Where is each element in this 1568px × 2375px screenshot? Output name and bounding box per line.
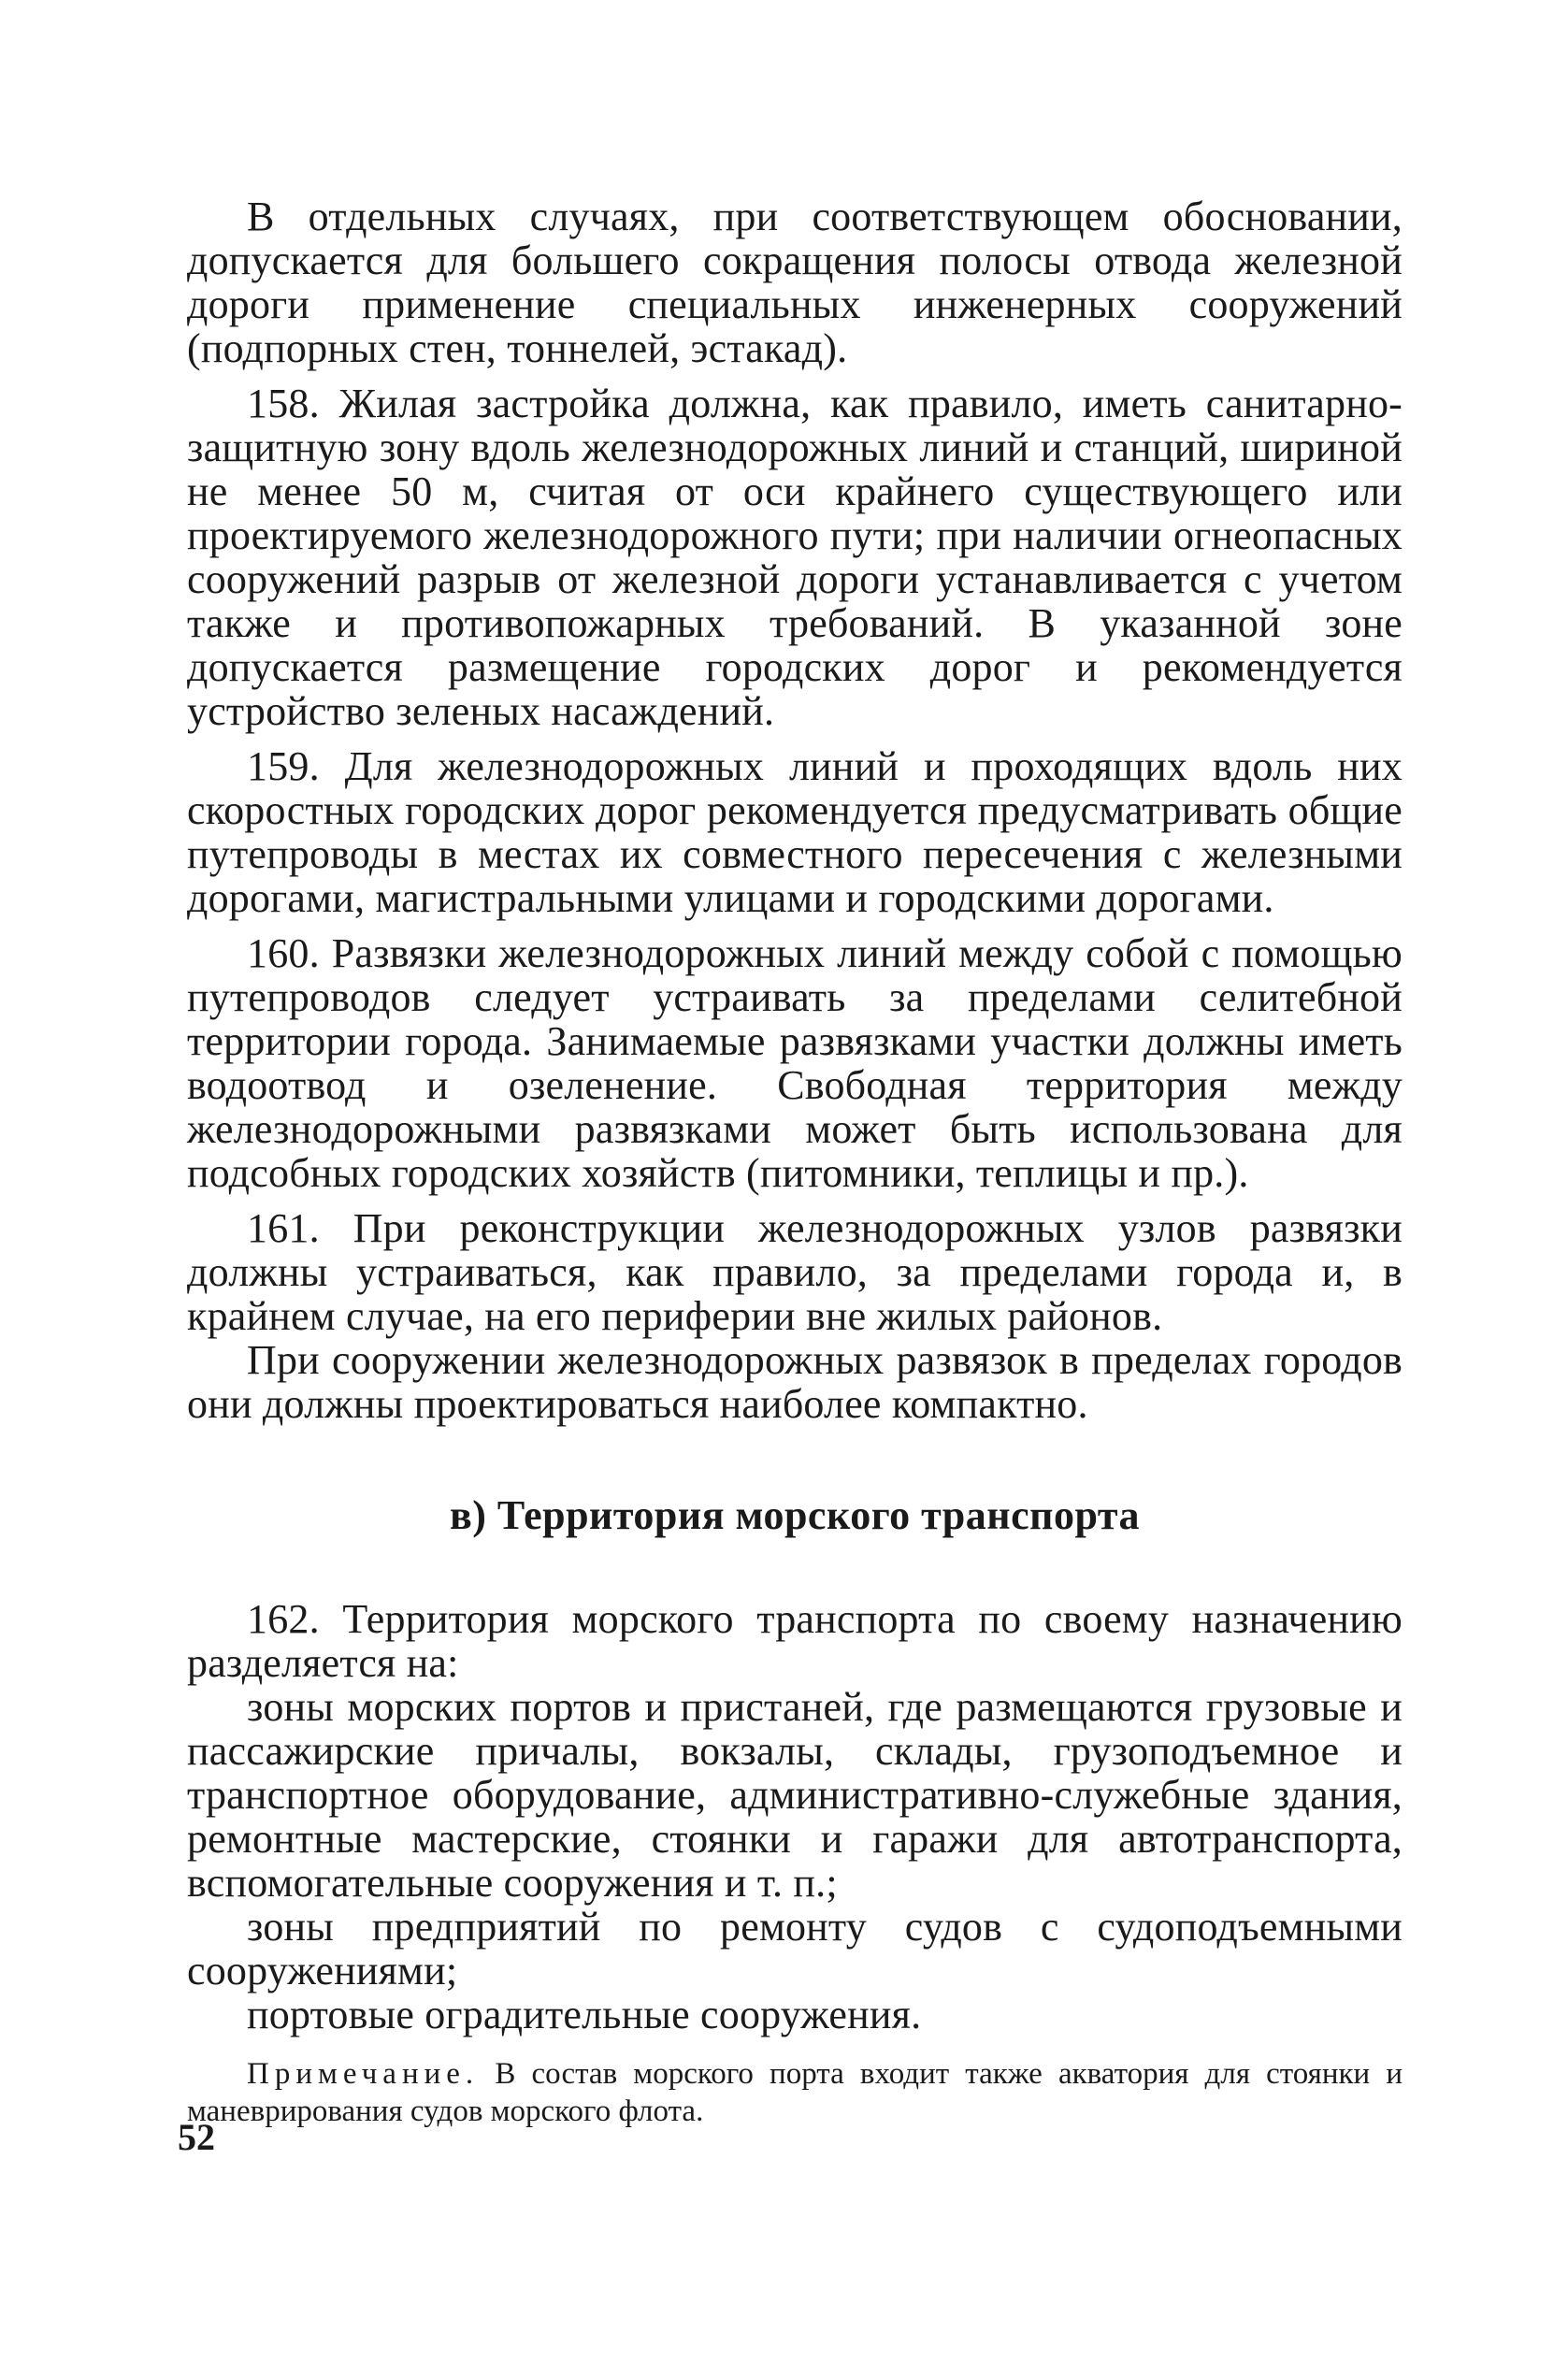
paragraph: В отдельных случаях, при соответствующем обосновании, допускается для большего сокращения полосы отвода железной дороги применение специальных инженерных сооружений (подпорных стен, тоннелей, эстакад). xyxy=(187,194,1403,371)
paragraph-162: 162. Территория морского транспорта по своему назначению разделяется на: xyxy=(187,1596,1403,1686)
document-page xyxy=(187,194,1403,2345)
note-text: В состав морского порта входит также акватория для стоянки и маневрирования судов морского флота. xyxy=(187,2057,1403,2128)
paragraph-161-continued: При сооружении железнодорожных развязок в пределах городов они должны проектироваться наиболее компактно. xyxy=(187,1337,1403,1427)
paragraph-159: 159. Для железнодорожных линий и проходящих вдоль них скоростных городских дорог рекомендуется предусматривать общие путепроводы в местах их совместного пересечения с железными дорогами, магистральными улицами и городскими дорогами. xyxy=(187,743,1403,921)
paragraph-161: 161. При реконструкции железнодорожных узлов развязки должны устраиваться, как правило, за пределами города и, в крайнем случае, на его периферии вне жилых районов. xyxy=(187,1205,1403,1339)
page-number: 52 xyxy=(178,2116,215,2158)
list-item: зоны морских портов и пристаней, где размещаются грузовые и пассажирские причалы, вокзалы, склады, грузоподъемное и транспортное оборудование, административно-служебные здания, ремонтные мастерские, стоянки и гаражи для автотранспорта, вспомогательные сооружения и т. п.; xyxy=(187,1684,1403,1906)
note-label: Примечание. xyxy=(247,2057,480,2091)
section-heading: в) Территория морского транспорта xyxy=(449,1492,1140,1538)
paragraph-160: 160. Развязки железнодорожных линий между собой с помощью путепроводов следует устраивать за пределами селитебной территории города. Занимаемые развязками участки должны иметь водоотвод и озеленение. Свободная территория между железнодорожными развязками может быть использована для подсобных городских хозяйств (питомники, теплицы и пр.). xyxy=(187,930,1403,1196)
footnote xyxy=(187,2055,1403,2130)
paragraph-158: 158. Жилая застройка должна, как правило, иметь санитарно-защитную зону вдоль железнодорожных линий и станций, шириной не менее 50 м, считая от оси крайнего существующего или проектируемого железнодорожного пути; при наличии огнеопасных сооружений разрыв от железной дороги устанавливается с учетом также и противопожарных требований. В указанной зоне допускается размещение городских дорог и рекомендуется устройство зеленых насаждений. xyxy=(187,381,1403,734)
list-item: зоны предприятий по ремонту судов с судоподъемными сооружениями; xyxy=(187,1904,1403,1994)
list-item: портовые оградительные сооружения. xyxy=(247,1992,922,2037)
